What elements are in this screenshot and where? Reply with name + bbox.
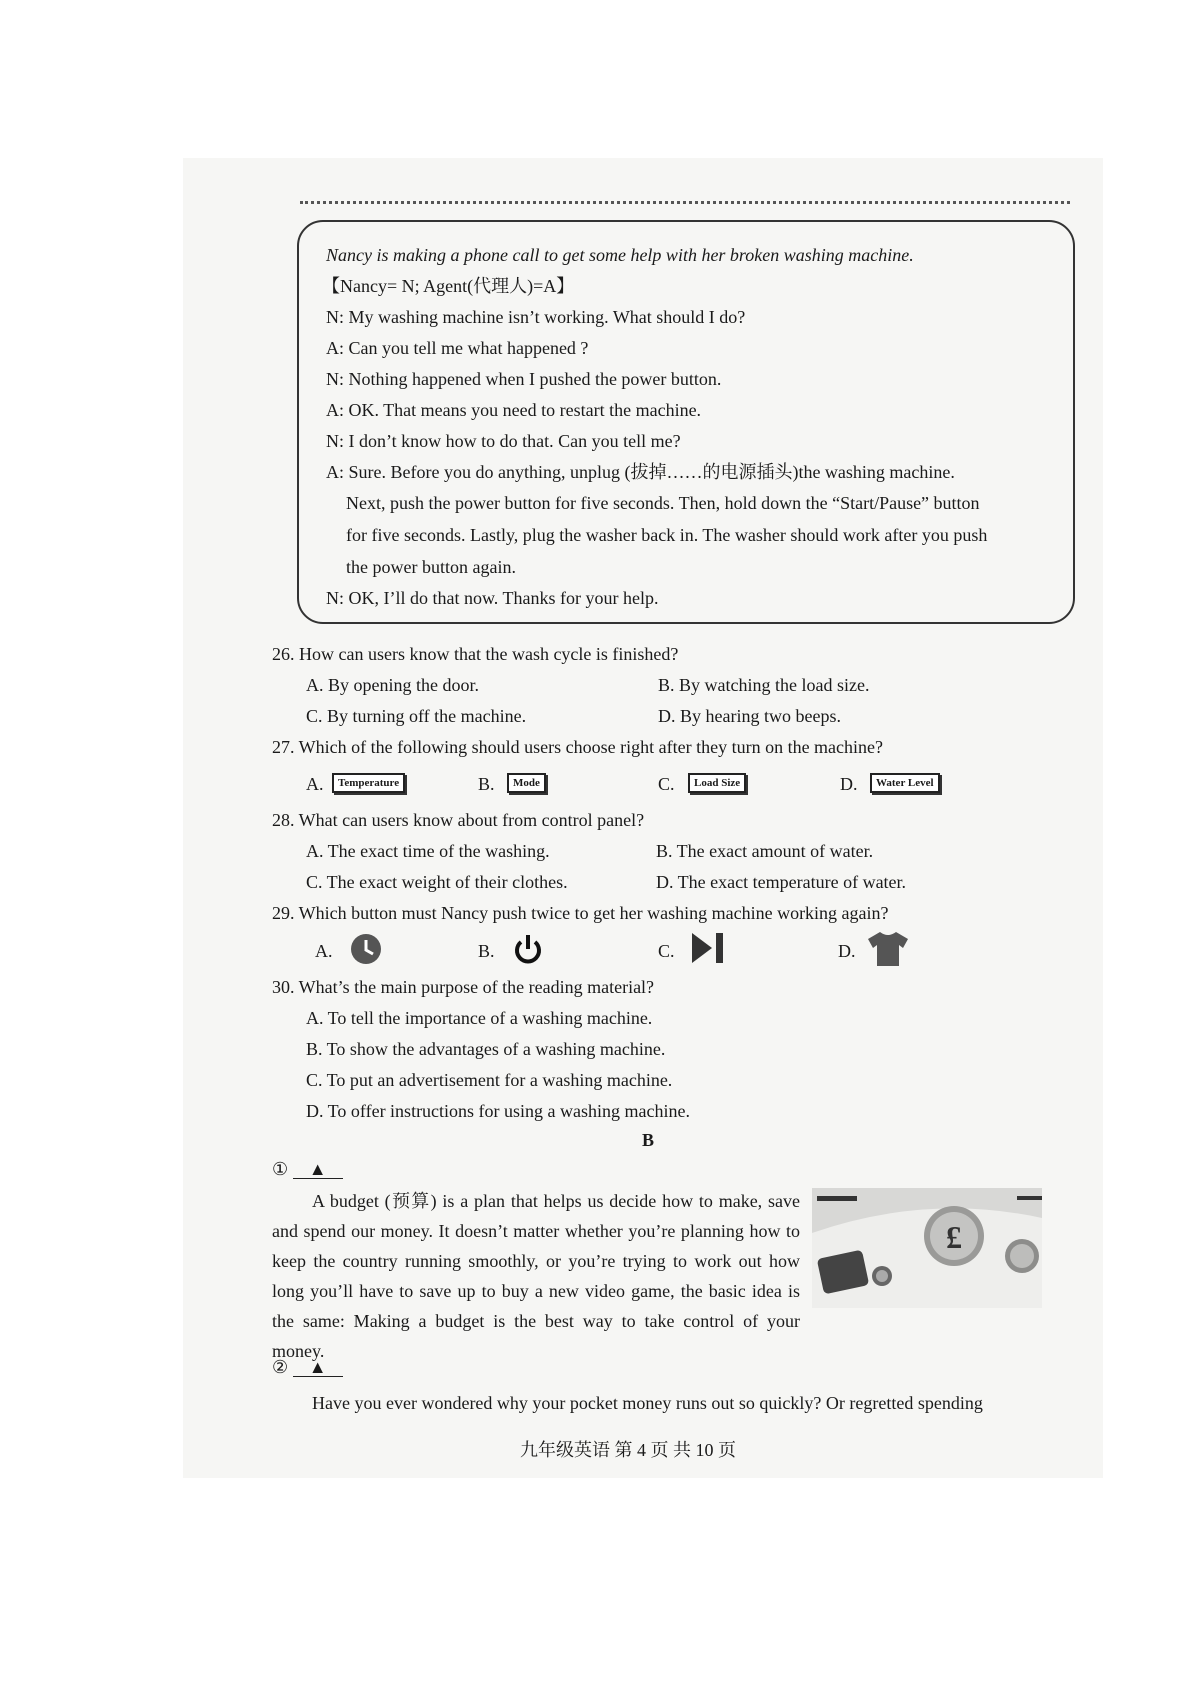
dialogue-line: the power button again. xyxy=(346,557,516,577)
shirt-icon xyxy=(864,930,912,968)
question-27-stem: 27. Which of the following should users choose right after they turn on the machine? xyxy=(272,737,884,757)
q27-option-b-letter[interactable]: B. xyxy=(478,774,495,794)
blank-1[interactable] xyxy=(272,1160,343,1179)
blank-2[interactable] xyxy=(272,1358,343,1377)
temperature-button-label: Temperature xyxy=(332,773,405,793)
question-29-stem: 29. Which button must Nancy push twice to get her washing machine working again? xyxy=(272,903,889,923)
dialogue-line: N: OK, I’ll do that now. Thanks for your help. xyxy=(326,588,659,608)
paragraph-1: A budget (预算) is a plan that helps us decide how to make, save and spend our money. It doesn’t matter whether you’re planning how to keep the country running smoothly, or you’re trying to work out how long you’ll have to save up to buy a new video game, the basic idea is the same: Making a budget is the best way to take control of your money. xyxy=(272,1191,800,1361)
play-pause-icon xyxy=(690,930,726,966)
question-28-stem: 28. What can users know about from control panel? xyxy=(272,810,645,830)
q26-option-a[interactable]: A. By opening the door. xyxy=(306,675,479,695)
dialogue-line: for five seconds. Lastly, plug the washer back in. The washer should work after you push xyxy=(346,525,988,545)
q28-option-b[interactable]: B. The exact amount of water. xyxy=(656,841,874,861)
q26-option-d[interactable]: D. By hearing two beeps. xyxy=(658,706,841,726)
clock-icon xyxy=(349,932,383,966)
question-26-stem: 26. How can users know that the wash cycle is finished? xyxy=(272,644,679,664)
q29-option-a-letter[interactable]: A. xyxy=(315,941,333,961)
blank-2-mark: ▲ xyxy=(293,1358,343,1377)
q28-option-c[interactable]: C. The exact weight of their clothes. xyxy=(306,872,568,892)
blank-1-mark: ▲ xyxy=(293,1160,343,1179)
q28-option-a[interactable]: A. The exact time of the washing. xyxy=(306,841,550,861)
q26-option-b[interactable]: B. By watching the load size. xyxy=(658,675,870,695)
dialogue-intro: Nancy is making a phone call to get some help with her broken washing machine. xyxy=(326,245,914,265)
dialogue-line: A: OK. That means you need to restart the machine. xyxy=(326,400,702,420)
q30-option-a[interactable]: A. To tell the importance of a washing machine. xyxy=(306,1008,653,1028)
power-icon xyxy=(512,932,544,966)
q29-option-d-letter[interactable]: D. xyxy=(838,941,856,961)
pound-symbol: £ xyxy=(946,1219,962,1255)
dialogue-line: Next, push the power button for five seconds. Then, hold down the “Start/Pause” button xyxy=(346,493,980,513)
dialogue-legend: 【Nancy= N; Agent(代理人)=A】 xyxy=(322,276,575,296)
money-illustration xyxy=(812,1188,1042,1308)
dialogue-line: N: My washing machine isn’t working. What should I do? xyxy=(326,307,746,327)
q26-option-c[interactable]: C. By turning off the machine. xyxy=(306,706,527,726)
dialogue-line: N: I don’t know how to do that. Can you tell me? xyxy=(326,431,681,451)
dialogue-line: A: Can you tell me what happened ? xyxy=(326,338,589,358)
paragraph-2: Have you ever wondered why your pocket money runs out so quickly? Or regretted spending xyxy=(312,1393,983,1413)
q27-option-d-letter[interactable]: D. xyxy=(840,774,858,794)
q29-option-c-letter[interactable]: C. xyxy=(658,941,675,961)
q27-option-c-letter[interactable]: C. xyxy=(658,774,675,794)
blank-2-number: ② xyxy=(272,1357,289,1377)
dotted-divider xyxy=(300,201,1070,210)
dialogue-line: A: Sure. Before you do anything, unplug (拔掉……的电源插头)the washing machine. xyxy=(326,462,955,482)
water-level-button-label: Water Level xyxy=(870,773,940,793)
page-footer: 九年级英语 第 4 页 共 10 页 xyxy=(520,1440,736,1460)
blank-1-number: ① xyxy=(272,1159,289,1179)
dialogue-line: N: Nothing happened when I pushed the power button. xyxy=(326,369,722,389)
mode-button-label: Mode xyxy=(507,773,546,793)
q28-option-d[interactable]: D. The exact temperature of water. xyxy=(656,872,907,892)
q30-option-b[interactable]: B. To show the advantages of a washing machine. xyxy=(306,1039,666,1059)
q30-option-c[interactable]: C. To put an advertisement for a washing machine. xyxy=(306,1070,673,1090)
section-b-title: B xyxy=(642,1130,655,1150)
q29-option-b-letter[interactable]: B. xyxy=(478,941,495,961)
q27-option-a-letter[interactable]: A. xyxy=(306,774,324,794)
question-30-stem: 30. What’s the main purpose of the reading material? xyxy=(272,977,655,997)
q30-option-d[interactable]: D. To offer instructions for using a washing machine. xyxy=(306,1101,691,1121)
load-size-button-label: Load Size xyxy=(688,773,746,793)
